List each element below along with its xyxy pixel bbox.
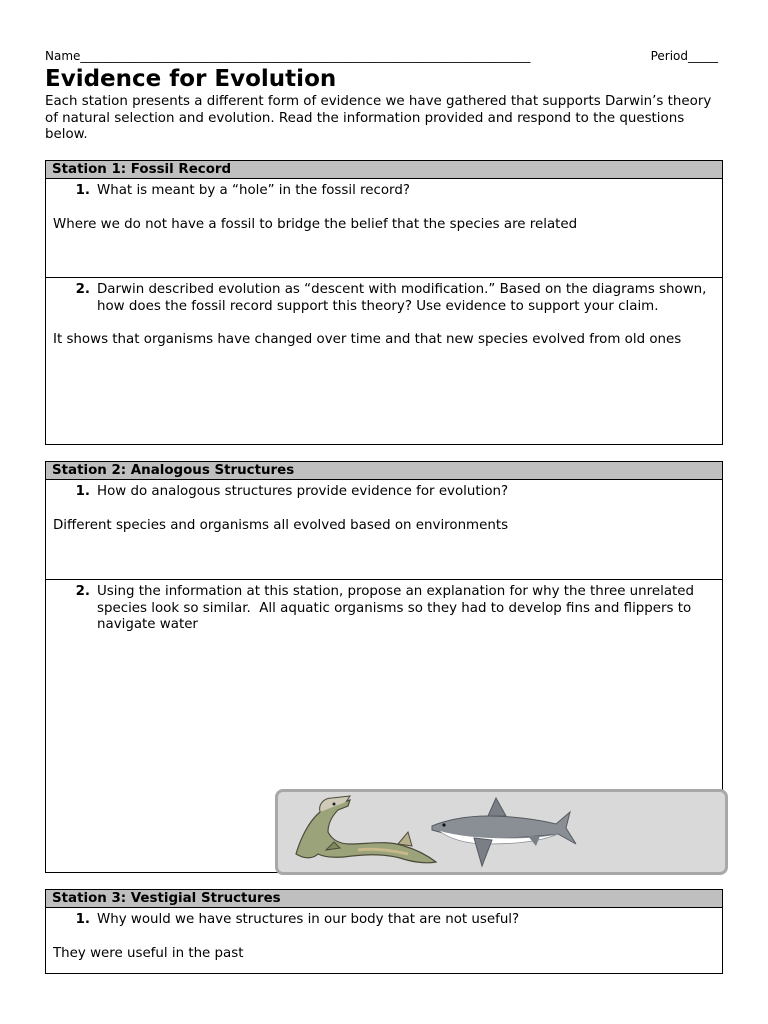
answer-text[interactable]: They were useful in the past	[53, 945, 244, 961]
station-1-table	[45, 160, 723, 445]
question	[53, 183, 715, 200]
analogous-animals-image	[275, 789, 728, 875]
station-3-header: Station 3: Vestigial Structures	[46, 890, 722, 908]
name-period-line	[45, 49, 725, 63]
page-title: Evidence for Evolution	[45, 66, 337, 92]
station-1-question-1-cell	[46, 179, 722, 278]
question	[53, 484, 715, 501]
station-1-header: Station 1: Fossil Record	[46, 161, 722, 179]
question-text: How do analogous structures provide evidence for evolution?	[97, 484, 509, 499]
question-text: What is meant by a “hole” in the fossil record?	[97, 183, 410, 198]
station-3-question-1-cell	[46, 908, 722, 973]
question	[53, 584, 715, 634]
question-text-content: Using the information at this station, propose an explanation for why the three unrelated species look so similar.	[97, 584, 695, 616]
question-text: Why would we have structures in our body that are not useful?	[97, 912, 520, 927]
question-number: 1.	[75, 484, 90, 499]
question-text: Darwin described evolution as “descent with modification.” Based on the diagrams shown, how does the fossil record support this theory? Use evidence to support your claim.	[97, 282, 707, 314]
station-3-table	[45, 889, 723, 974]
intro-paragraph: Each station presents a different form of evidence we have gathered that supports Darwin’s theory of natural selection and evolution. Read the information provided and respond to the questions below.	[45, 94, 712, 142]
question-text	[97, 584, 715, 634]
answer-text[interactable]: Different species and organisms all evolved based on environments	[53, 517, 509, 533]
question	[53, 282, 715, 315]
animals-illustration	[278, 792, 725, 872]
station-1-question-2-cell	[46, 278, 722, 444]
station-2-header: Station 2: Analogous Structures	[46, 462, 722, 480]
shark-icon	[432, 798, 576, 866]
answer-text[interactable]: Where we do not have a fossil to bridge the belief that the species are related	[53, 216, 578, 232]
question-number: 2.	[75, 584, 90, 599]
mosasaur-icon	[296, 796, 436, 863]
answer-text[interactable]: It shows that organisms have changed over time and that new species evolved from old ones	[53, 332, 682, 347]
question-number: 2.	[75, 282, 90, 297]
name-field-label[interactable]: Name___________________________________________________________________________	[45, 49, 531, 63]
question	[53, 912, 715, 929]
question-number: 1.	[75, 912, 90, 927]
answer-text[interactable]: All aquatic organisms so they had to develop fins and flippers to navigate water	[97, 600, 692, 632]
question-number: 1.	[75, 183, 90, 198]
station-2-question-1-cell	[46, 480, 722, 580]
period-field-label[interactable]: Period_____	[650, 49, 718, 63]
